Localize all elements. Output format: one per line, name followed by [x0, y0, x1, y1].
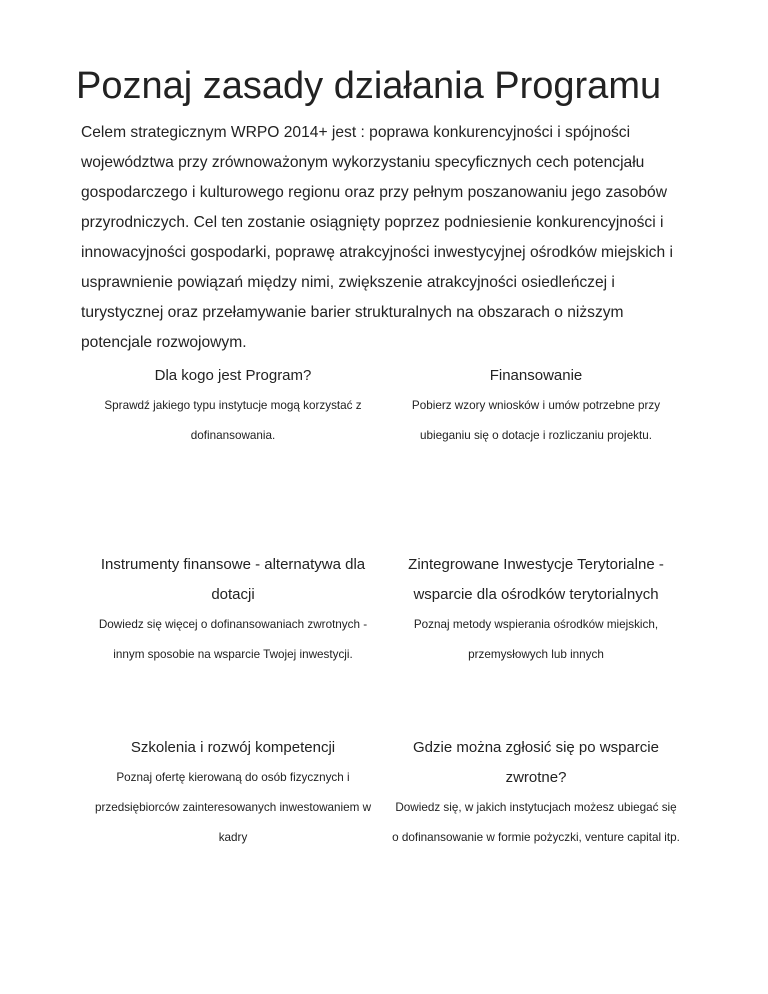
card-title-line[interactable]: Finansowanie	[489, 367, 583, 384]
card-title[interactable]	[80, 733, 386, 763]
card-description	[80, 391, 386, 451]
intro-line: usprawnienie powiązań między nimi, zwiększenie atrakcyjności osiedleńczej i	[81, 274, 615, 291]
card-finansowanie[interactable]	[383, 361, 689, 451]
page-title: Poznaj zasady działania Programu	[76, 65, 662, 107]
card-title-line[interactable]: wsparcie dla ośrodków terytorialnych	[413, 586, 659, 603]
card-description-line: przemysłowych lub innych	[468, 648, 604, 661]
card-szkolenia[interactable]	[80, 733, 386, 853]
card-description-line: ubieganiu się o dotacje i rozliczaniu projektu.	[420, 429, 652, 442]
card-zintegrowane-inwestycje[interactable]	[383, 550, 689, 670]
card-description-line: Pobierz wzory wniosków i umów potrzebne przy	[411, 399, 661, 412]
card-description	[80, 763, 386, 853]
card-description	[80, 610, 386, 670]
card-description	[383, 610, 689, 670]
card-description-line: Dowiedz się więcej o dofinansowaniach zwrotnych -	[98, 618, 368, 631]
card-title-line[interactable]: Zintegrowane Inwestycje Terytorialne -	[408, 556, 664, 573]
card-description-line: przedsiębiorców zainteresowanych inwestowaniem w	[94, 801, 372, 814]
card-title-line[interactable]: Instrumenty finansowe - alternatywa dla	[100, 556, 366, 573]
card-title-line[interactable]: zwrotne?	[505, 769, 567, 786]
intro-line: Celem strategicznym WRPO 2014+ jest : poprawa konkurencyjności i spójności	[81, 124, 631, 141]
intro-line: gospodarczego i kulturowego regionu oraz przy pełnym poszanowaniu jego zasobów	[81, 184, 667, 201]
card-title-line[interactable]: dotacji	[211, 586, 255, 603]
card-description-line: dofinansowania.	[190, 429, 276, 442]
intro-line: innowacyjności gospodarki, poprawę atrakcyjności inwestycyjnej ośrodków miejskich i	[81, 244, 673, 261]
card-description-line: Sprawdź jakiego typu instytucje mogą korzystać z	[104, 399, 362, 412]
card-title[interactable]	[80, 550, 386, 610]
card-title-line[interactable]: Dla kogo jest Program?	[154, 367, 312, 384]
card-description-line: innym sposobie na wsparcie Twojej inwestycji.	[113, 648, 353, 661]
card-title[interactable]	[383, 733, 689, 793]
card-title[interactable]	[383, 550, 689, 610]
card-instrumenty-finansowe[interactable]	[80, 550, 386, 670]
card-description-line: Dowiedz się, w jakich instytucjach możesz ubiegać się	[395, 801, 677, 814]
card-title[interactable]	[383, 361, 689, 391]
card-dla-kogo[interactable]	[80, 361, 386, 451]
card-description-line: Poznaj ofertę kierowaną do osób fizycznych i	[116, 771, 350, 784]
card-title-line[interactable]: Szkolenia i rozwój kompetencji	[130, 739, 336, 756]
card-description	[383, 793, 689, 853]
card-description	[383, 391, 689, 451]
card-title-line[interactable]: Gdzie można zgłosić się po wsparcie	[413, 739, 659, 756]
intro-line: turystycznej oraz przełamywanie barier strukturalnych na obszarach o niższym	[81, 304, 624, 321]
card-gdzie-zglosic[interactable]	[383, 733, 689, 853]
intro-paragraph	[81, 118, 681, 358]
card-title[interactable]	[80, 361, 386, 391]
card-description-line: Poznaj metody wspierania ośrodków miejskich,	[413, 618, 659, 631]
intro-line: województwa przy zrównoważonym wykorzystaniu specyficznych cech potencjału	[81, 154, 645, 171]
intro-line: przyrodniczych. Cel ten zostanie osiągnięty poprzez podniesienie konkurencyjności i	[81, 214, 664, 231]
card-description-line: o dofinansowanie w formie pożyczki, venture capital itp.	[392, 831, 680, 844]
card-description-line: kadry	[218, 831, 248, 844]
intro-line: potencjale rozwojowym.	[81, 334, 247, 351]
